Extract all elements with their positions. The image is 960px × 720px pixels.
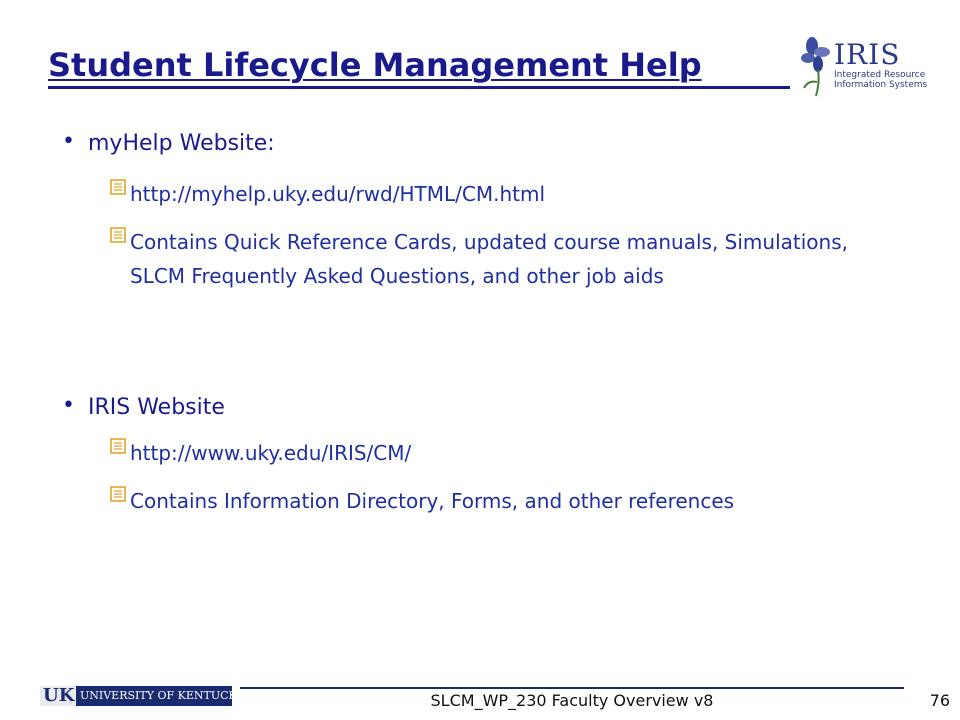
footer-document-title: SLCM_WP_230 Faculty Overview v8 [430, 691, 714, 710]
document-icon [110, 438, 126, 454]
university-name: UNIVERSITY OF KENTUCKY [80, 689, 244, 702]
logo-subtitle: Integrated Resource Information Systems [834, 70, 928, 90]
bullet-dot: • [62, 393, 75, 418]
logo-name: IRIS [834, 38, 901, 71]
document-icon [110, 179, 126, 195]
slide-title: Student Lifecycle Management Help [48, 46, 702, 84]
uk-mark: UK [40, 686, 76, 706]
myhelp-url-link[interactable]: http://myhelp.uky.edu/rwd/HTML/CM.html [130, 182, 546, 206]
section-heading-iris: IRIS Website [88, 395, 225, 420]
iris-flower-icon [800, 36, 834, 98]
footer-rule [240, 687, 904, 689]
title-rule [48, 86, 790, 89]
document-icon [110, 486, 126, 502]
uk-logo [40, 685, 244, 706]
section-heading-myhelp: myHelp Website: [88, 131, 275, 156]
page-number: 76 [929, 691, 950, 710]
iris-logo [800, 36, 928, 98]
iris-description: Contains Information Directory, Forms, and other references [130, 489, 735, 513]
bullet-dot: • [62, 129, 75, 154]
myhelp-description: Contains Quick Reference Cards, updated course manuals, Simulations, SLCM Frequently Asked Questions, and other job aids [130, 230, 848, 288]
iris-url-link[interactable]: http://www.uky.edu/IRIS/CM/ [130, 441, 412, 465]
document-icon [110, 227, 126, 243]
